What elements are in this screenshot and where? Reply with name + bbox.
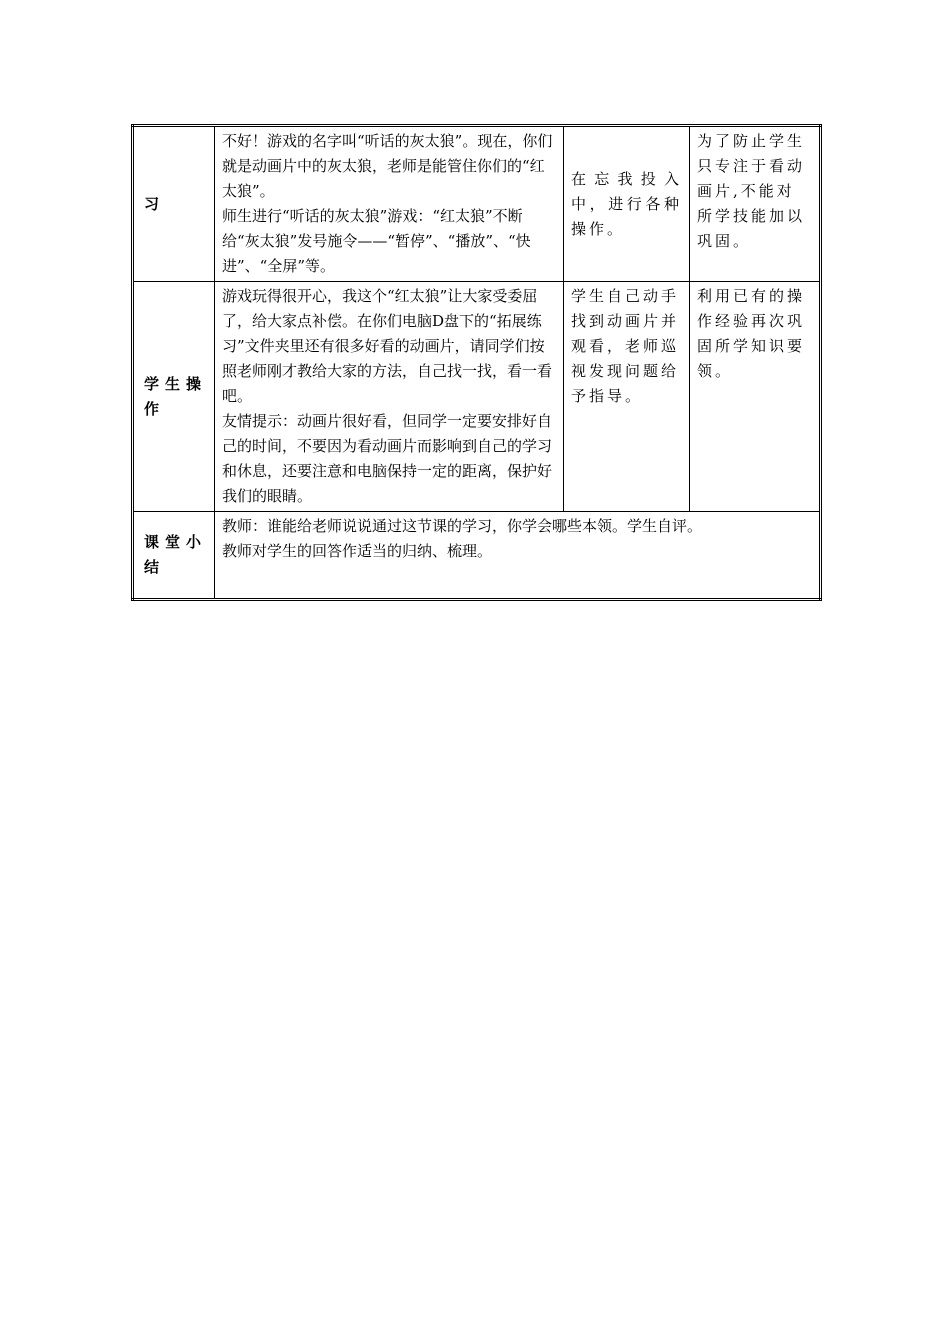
design-intent-cell: 为了防止学生只专注于看动画片,不能对所学技能加以巩固。 — [690, 126, 821, 282]
row-label: 习 — [133, 126, 215, 282]
paragraph: 教师：谁能给老师说说通过这节课的学习，你学会哪些本领。学生自评。 — [222, 517, 703, 535]
paragraph: 教师对学生的回答作适当的归纳、梳理。 — [222, 542, 493, 560]
paragraph: 游戏玩得很开心，我这个“红太狼”让大家受委屈了，给大家点补偿。在你们电脑D盘下的“拓展练习”文件夹里还有很多好看的动画片，请同学们按照老师刚才教给大家的方法，自己找一找，看一看吧。 — [222, 287, 553, 405]
row-label: 课堂小结 — [133, 512, 215, 600]
table-row — [133, 282, 821, 512]
table-row — [133, 512, 821, 600]
student-activity-cell: 学生自己动手找到动画片并观看，老师巡视发现问题给予指导。 — [564, 282, 690, 512]
paragraph: 友情提示：动画片很好看，但同学一定要安排好自己的时间，不要因为看动画片而影响到自己的学习和休息，还要注意和电脑保持一定的距离，保护好我们的眼睛。 — [222, 412, 553, 505]
paragraph: 不好！游戏的名字叫“听话的灰太狼”。现在，你们就是动画片中的灰太狼，老师是能管住你们的“红太狼”。 — [222, 132, 553, 200]
design-intent-cell: 利用已有的操作经验再次巩固所学知识要领。 — [690, 282, 821, 512]
summary-cell — [215, 512, 821, 600]
row-label: 学生操作 — [133, 282, 215, 512]
teacher-activity-cell — [215, 126, 564, 282]
teacher-activity-cell — [215, 282, 564, 512]
paragraph: 师生进行“听话的灰太狼”游戏：“红太狼”不断给“灰太狼”发号施令——“暂停”、“播放”、“快进”、“全屏”等。 — [222, 207, 531, 275]
lesson-plan-table — [131, 124, 822, 601]
student-activity-cell: 在忘我投入中，进行各种操作。 — [564, 126, 690, 282]
table-row — [133, 126, 821, 282]
